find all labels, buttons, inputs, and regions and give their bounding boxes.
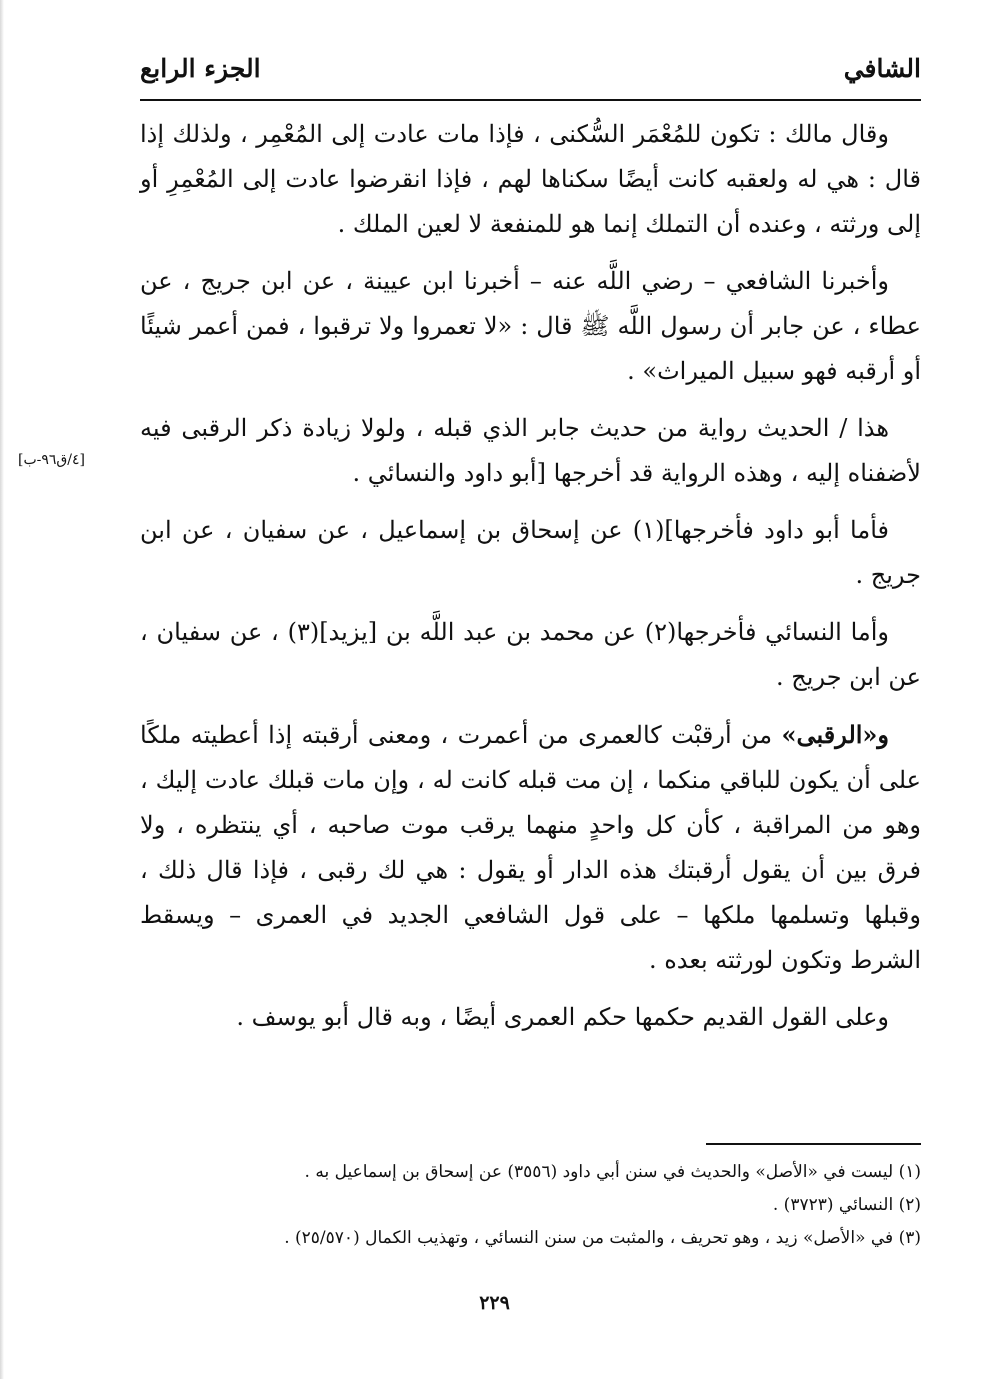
- scan-edge-shadow: [0, 0, 4, 1379]
- running-header: [140, 50, 921, 102]
- footnote-item: (٣) في «الأصل» زيد ، وهو تحريف ، والمثبت من سنن النسائي ، وتهذيب الكمال (٢٥/٥٧٠) .: [284, 1228, 921, 1248]
- paragraph-shafii-hadith: وأخبرنا الشافعي – رضي اللَّه عنه – أخبرنا ابن عيينة ، عن ابن جريج ، عن عطاء ، عن جابر أن رسول اللَّه ﷺ قال : «لا تعمروا ولا ترقبوا ، فمن أعمر شيئًا أو أرقبه فهو سبيل الميراث» .: [140, 267, 922, 385]
- manuscript-folio-note: [٤/ق٩٦-ب]: [18, 452, 86, 468]
- part-title: الجزء الرابع: [140, 54, 261, 83]
- header-divider: [140, 99, 921, 101]
- book-title: الشافي: [843, 54, 921, 83]
- page-number: ٢٢٩: [479, 1292, 510, 1314]
- main-text: [140, 112, 921, 1052]
- raqaba-term: و«الرقبى»: [781, 720, 890, 749]
- paragraph-nasai: وأما النسائي فأخرجها(٢) عن محمد بن عبد اللَّه بن [يزيد](٣) ، عن سفيان ، عن ابن جريج .: [140, 618, 921, 691]
- paragraph-abu-dawud: فأما أبو داود فأخرجها](١) عن إسحاق بن إسماعيل ، عن سفيان ، عن ابن جريج .: [140, 516, 921, 589]
- footnote-item: (١) ليست في «الأصل» والحديث في سنن أبي داود (٣٥٥٦) عن إسحاق بن إسماعيل به .: [304, 1162, 921, 1182]
- paragraph-old-opinion: وعلى القول القديم حكمها حكم العمرى أيضًا ، وبه قال أبو يوسف .: [236, 1003, 889, 1031]
- footnote-divider: [706, 1143, 921, 1145]
- footnote-item: (٢) النسائي (٣٧٢٣) .: [772, 1195, 921, 1215]
- paragraph-jabir-narration: هذا / الحديث رواية من حديث جابر الذي قبله ، ولولا زيادة ذكر الرقبى فيه لأضفناه إليه ، وهذه الرواية قد أخرجها [أبو داود والنسائي .: [140, 414, 921, 487]
- raqaba-explanation: من أرقبْت كالعمرى من أعمرت ، ومعنى أرقبته إذا أعطيته ملكًا على أن يكون للباقي منكما ، إن مت قبله كانت له ، وإن مات قبلك عادت إليك ، وهو من المراقبة ، كأن كل واحدٍ منهما يرقب موت صاحبه ، أي ينتظره ، ولا فرق بين أن يقول أرقبتك هذه الدار أو يقول : هي لك رقبى ، فإذا قال ذلك ، وقبلها وتسلمها ملكها – على قول الشافعي الجديد في العمرى – ويسقط الشرط وتكون لورثته بعده .: [140, 721, 922, 974]
- paragraph-malik: وقال مالك : تكون للمُعْمَر السُّكنى ، فإذا مات عادت إلى المُعْمِر ، ولذلك إذا قال : هي له ولعقبه كانت أيضًا سكناها لهم ، فإذا انقرضوا عادت إلى المُعْمِرِ أو إلى ورثته ، وعنده أن التملك إنما هو للمنفعة لا لعين الملك .: [140, 120, 921, 238]
- footnotes: [140, 1156, 921, 1255]
- paragraph-raqaba-definition: [140, 712, 921, 983]
